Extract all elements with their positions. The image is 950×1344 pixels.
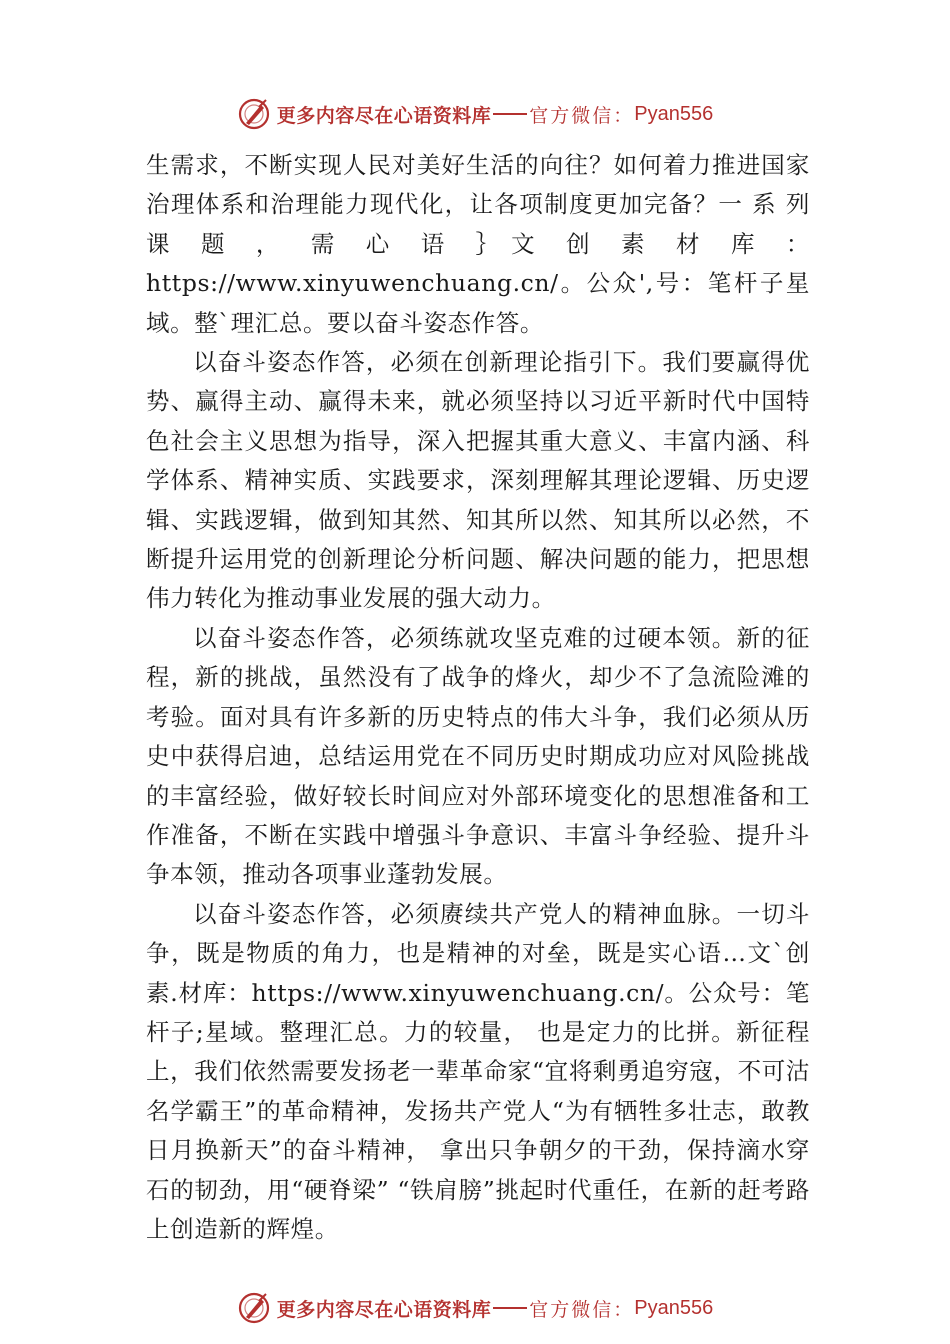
header-banner xyxy=(0,92,950,136)
quill-seal-icon xyxy=(237,1291,271,1325)
banner-official-label: 官方微信： xyxy=(529,104,635,127)
quill-seal-icon xyxy=(237,97,271,131)
banner-dash xyxy=(493,113,527,115)
banner-wechat-id: Pyan556 xyxy=(634,102,714,125)
article-body xyxy=(146,146,810,1249)
banner-wechat-id: Pyan556 xyxy=(634,1296,714,1319)
banner-promo-text: 更多内容尽在心语资料库 xyxy=(276,104,492,127)
banner-dash xyxy=(493,1307,527,1309)
banner-promo-text: 更多内容尽在心语资料库 xyxy=(276,1298,492,1321)
paragraph: 生需求，不断实现人民对美好生活的向往？如何着力推进国家治理体系和治理能力现代化，让各项制度更加完备？一 系 列 课 题 ， 需 心 语 ｝文 创 素 材 库 ： https://www.xinyuwenchuang.cn/。公众',号：笔杆子星域。整`理汇总。要以奋斗姿态作答。 xyxy=(146,151,810,337)
paragraph: 以奋斗姿态作答，必须练就攻坚克难的过硬本领。新的征程，新的挑战，虽然没有了战争的烽火，却少不了急流险滩的考验。面对具有许多新的历史特点的伟大斗争，我们必须从历史中获得启迪，总结运用党在不同历史时期成功应对风险挑战的丰富经验，做好较长时间应对外部环境变化的思想准备和工作准备，不断在实践中增强斗争意识、丰富斗争经验、提升斗争本领，推动各项事业蓬勃发展。 xyxy=(146,623,810,889)
paragraph: 以奋斗姿态作答，必须在创新理论指引下。我们要赢得优势、赢得主动、赢得未来，就必须坚持以习近平新时代中国特色社会主义思想为指导，深入把握其重大意义、丰富内涵、科学体系、精神实质、实践要求，深刻理解其理论逻辑、历史逻辑、实践逻辑，做到知其然、知其所以然、知其所以必然，不断提升运用党的创新理论分析问题、解决问题的能力，把思想伟力转化为推动事业发展的强大动力。 xyxy=(146,348,810,613)
paragraph: 以奋斗姿态作答，必须赓续共产党人的精神血脉。一切斗争，既是物质的角力，也是精神的对垒，既是实心语…文`创素.材库：https://www.xinyuwenchuang.cn/。公众号：笔杆子;星域。整理汇总。力的较量， 也是定力的比拼。新征程上，我们依然需要发扬老一辈革命家“宜将剩勇追穷寇，不可沽名学霸王”的革命精神，发扬共产党人“为有牺牲多壮志，敢教日月换新天”的奋斗精神， 拿出只争朝夕的干劲，保持滴水穿石的韧劲，用“硬脊梁” “铁肩膀”挑起时代重任，在新的赶考路上创造新的辉煌。 xyxy=(146,899,810,1243)
footer-banner xyxy=(0,1286,950,1330)
banner-official-label: 官方微信： xyxy=(529,1298,635,1321)
